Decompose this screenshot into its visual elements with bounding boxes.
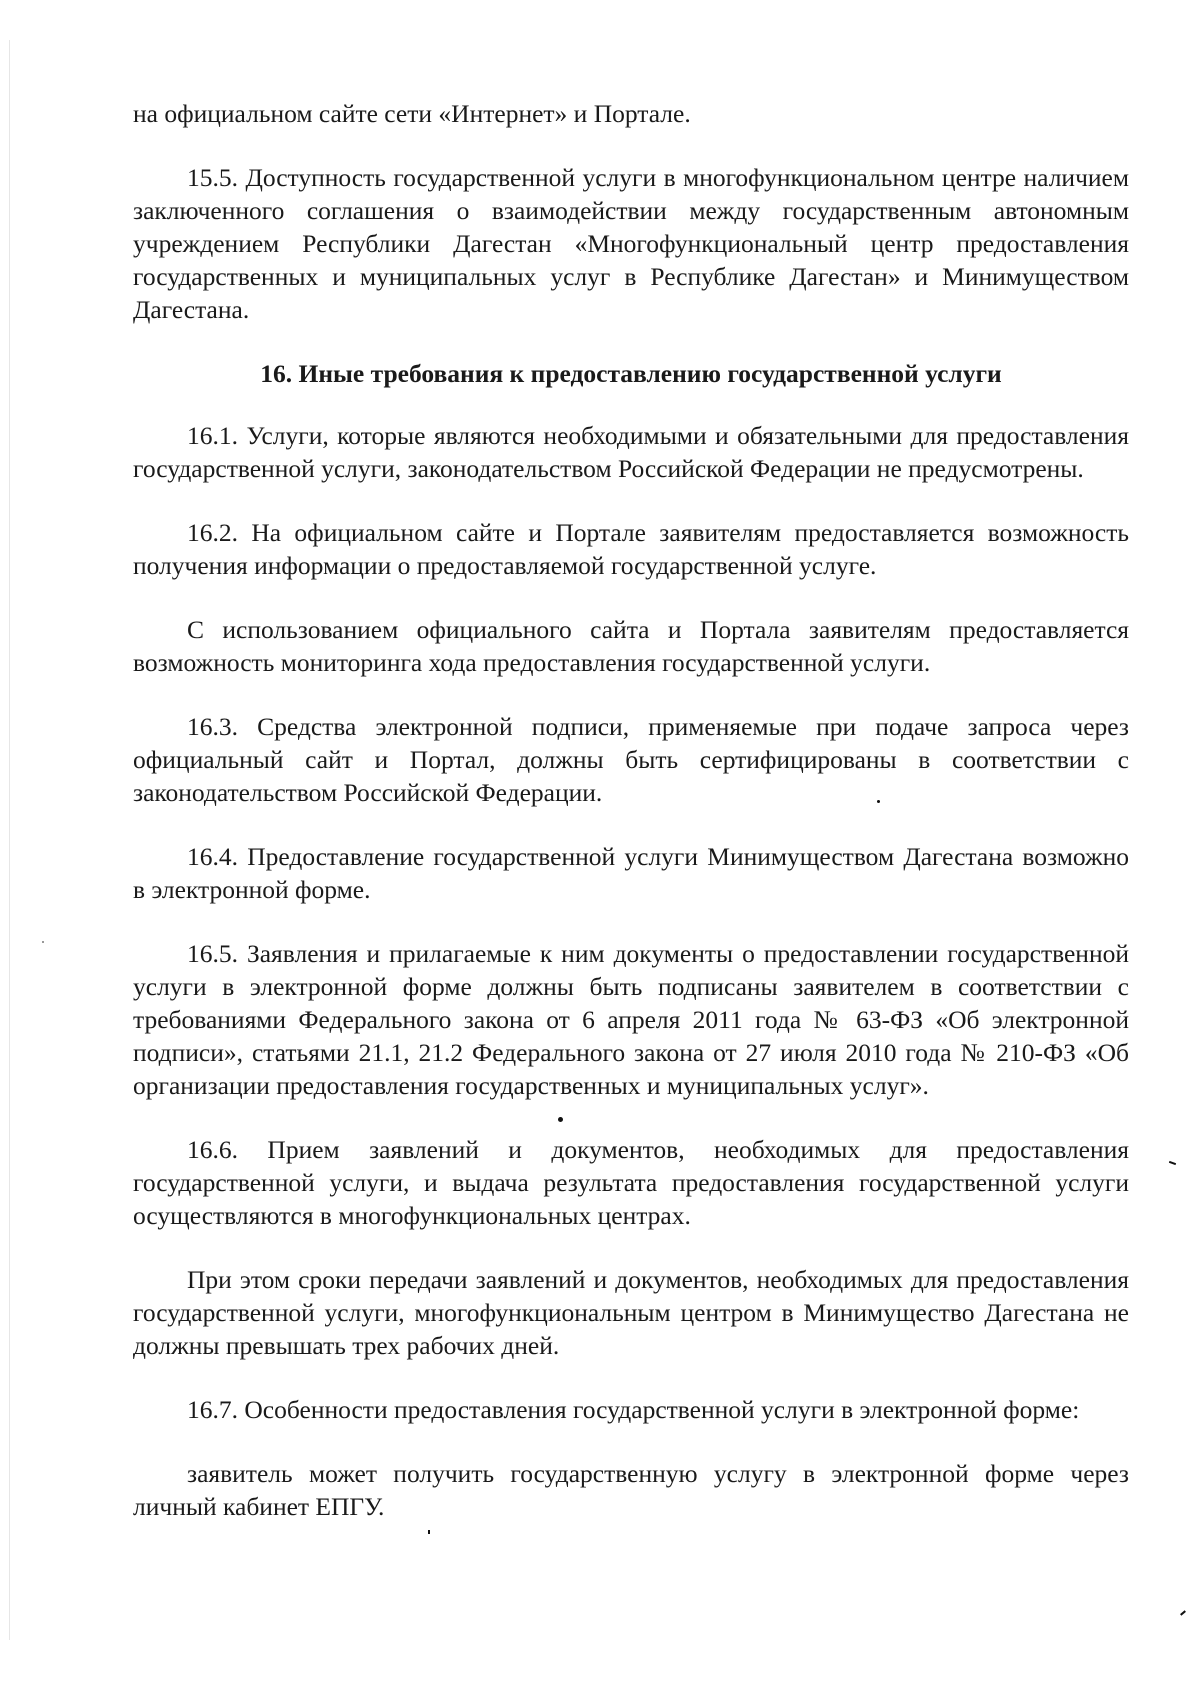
paragraph-16-3: 16.3. Средства электронной подписи, применяемые при подаче запроса через официальный сайт и Портал, должны быть сертифицированы в соответствии с законодательством Российской Федерации. bbox=[133, 712, 1129, 807]
paragraph-16-7: 16.7. Особенности предоставления государственной услуги в электронной форме: bbox=[187, 1395, 1080, 1424]
scan-speck bbox=[42, 941, 44, 943]
scan-speck bbox=[428, 1530, 430, 1534]
scan-speck bbox=[558, 1117, 563, 1122]
paragraph-16-7-epgu: заявитель может получить государственную услугу в электронной форме через личный кабинет ЕПГУ. bbox=[133, 1459, 1129, 1521]
scan-edge-line bbox=[9, 40, 10, 1640]
paragraph-16-4: 16.4. Предоставление государственной услуги Минимуществом Дагестана возможно в электронной форме. bbox=[133, 842, 1129, 904]
section-heading-16: 16. Иные требования к предоставлению государственной услуги bbox=[260, 359, 1002, 388]
paragraph-16-6: 16.6. Прием заявлений и документов, необходимых для предоставления государственной услуги, и выдача результата предоставления государственной услуги осуществляются в многофункциональных центрах. bbox=[133, 1135, 1129, 1230]
paragraph-15-5: 15.5. Доступность государственной услуги в многофункциональном центре наличием заключенного соглашения о взаимодействии между государственным автономным учреждением Республики Дагестан «Многофункциональный центр предоставления государственных и муниципальных услуг в Республике Дагестан» и Минимуществом Дагестана. bbox=[133, 163, 1129, 324]
paragraph-16-6-deadlines: При этом сроки передачи заявлений и документов, необходимых для предоставления государственной услуги, многофункциональным центром в Минимущество Дагестана не должны превышать трех рабочих дней. bbox=[133, 1265, 1129, 1360]
scan-speck bbox=[1169, 1161, 1176, 1165]
paragraph-continuation: на официальном сайте сети «Интернет» и Портале. bbox=[133, 99, 691, 128]
scan-speck bbox=[1180, 1610, 1186, 1615]
document-body bbox=[133, 97, 1129, 1554]
paragraph-16-2-monitoring: С использованием официального сайта и Портала заявителям предоставляется возможность мониторинга хода предоставления государственной услуги. bbox=[133, 615, 1129, 677]
paragraph-16-1: 16.1. Услуги, которые являются необходимыми и обязательными для предоставления государственной услуги, законодательством Российской Федерации не предусмотрены. bbox=[133, 421, 1129, 483]
scan-speck bbox=[877, 800, 880, 803]
paragraph-16-2: 16.2. На официальном сайте и Портале заявителям предоставляется возможность получения информации о предоставляемой государственной услуге. bbox=[133, 518, 1129, 580]
paragraph-16-5: 16.5. Заявления и прилагаемые к ним документы о предоставлении государственной услуги в электронной форме должны быть подписаны заявителем в соответствии с требованиями Федерального закона от 6 апреля 2011 года № 63-ФЗ «Об электронной подписи», статьями 21.1, 21.2 Федерального закона от 27 июля 2010 года № 210-ФЗ «Об организации предоставления государственных и муниципальных услуг». bbox=[133, 939, 1129, 1100]
